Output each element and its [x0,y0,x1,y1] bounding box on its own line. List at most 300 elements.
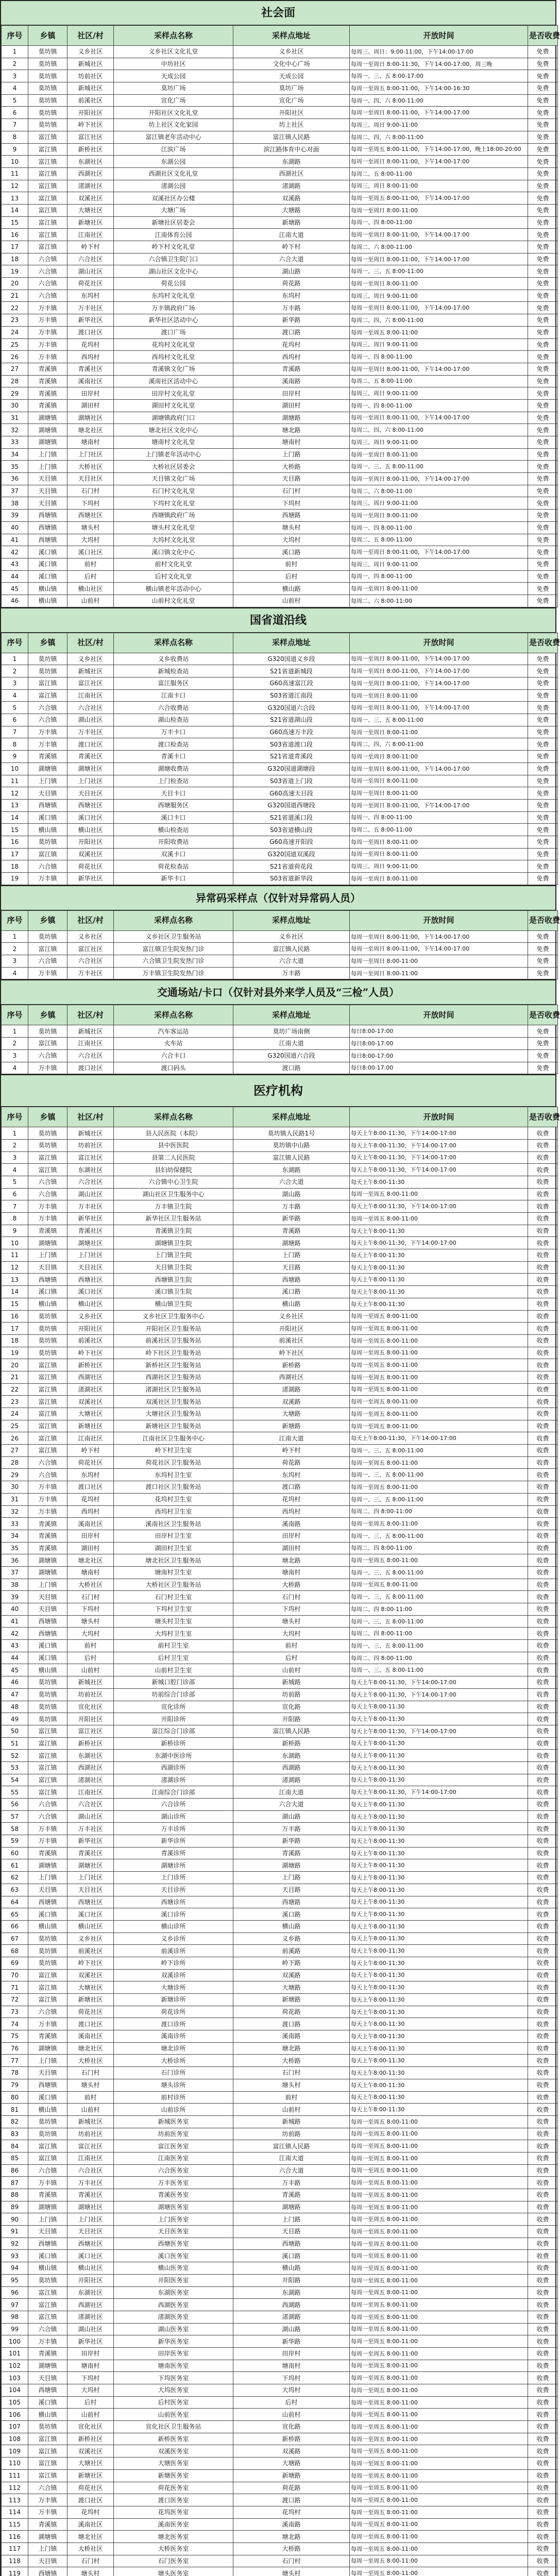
cell-fee: 收费 [528,1701,558,1713]
cell-seq: 104 [2,2384,28,2397]
table-row [2,1176,558,1188]
cell-site-address: 西坞村 [233,351,350,363]
cell-community: 新华社区 [67,314,114,327]
cell-seq: 51 [2,1737,28,1750]
cell-fee: 收费 [528,1505,558,1518]
cell-site-name: 富江综合门诊部 [114,1725,233,1737]
cell-site-address: 大桥路 [233,2543,350,2555]
cell-community: 湖塘社区 [67,2201,114,2213]
cell-site-name: 湖山诊所 [114,1810,233,1823]
cell-seq: 43 [2,558,28,570]
section-transport-station [0,979,560,1074]
cell-town: 富江镇 [28,1725,67,1737]
cell-seq: 89 [2,2201,28,2213]
cell-hours: 每周一至周五 8:00-11:00 [350,2555,528,2567]
cell-fee: 免费 [528,143,558,156]
cell-site-name: 湖山社区文化中心 [114,265,233,278]
cell-seq: 97 [2,2299,28,2311]
cell-community: 湖塘社区 [67,1237,114,1249]
table-row [2,46,558,58]
cell-community: 西坞村 [67,1505,114,1518]
table-row [2,1049,558,1062]
cell-site-name: 县人民医院（本院） [114,1127,233,1140]
cell-site-name: 大坞医务室 [114,2384,233,2397]
cell-fee: 免费 [528,955,558,968]
cell-fee: 收费 [528,2189,558,2201]
cell-fee: 收费 [528,1334,558,1347]
cell-site-address: G320国道六合段 [233,1049,350,1062]
cell-site-name: 富江镇老年活动中心 [114,131,233,143]
table-row [2,204,558,216]
cell-fee: 免费 [528,714,558,726]
cell-seq: 13 [2,1274,28,1286]
cell-site-address: 富江镇人民路 [233,2140,350,2153]
cell-site-address: 新华路 [233,1835,350,1848]
cell-site-address: 万丰路 [233,302,350,314]
cell-site-name: 天目诊所 [114,1884,233,1896]
cell-hours: 每天上午8:00-11:30 [350,2030,528,2043]
cell-site-address: 上门路 [233,1872,350,1884]
table-row [2,119,558,131]
cell-town: 溪口镇 [28,2250,67,2262]
cell-seq: 22 [2,302,28,314]
cell-hours: 每天上午8:00-11:30 [350,1847,528,1859]
table-row [2,436,558,449]
cell-fee: 收费 [528,1359,558,1371]
cell-site-address: 溪口路 [233,2250,350,2262]
cell-site-name: 石门医务室 [114,2555,233,2567]
cell-town: 万丰镇 [28,1505,67,1518]
cell-site-name: 六合医务室 [114,2164,233,2177]
cell-hours: 每周二、四 8:00-11:00 [350,1603,528,1616]
table-row [2,1628,558,1640]
table-row [2,1334,558,1347]
cell-hours: 每周一至周五 8:00-11:00 [350,2152,528,2164]
cell-community: 渚湖社区 [67,180,114,192]
cell-seq: 23 [2,314,28,327]
cell-town: 青溪镇 [28,2518,67,2531]
cell-site-name: 义乡收费站 [114,653,233,665]
cell-hours: 每周三、周日 9:00-11:00 [350,387,528,400]
cell-site-address: 塘北路 [233,2531,350,2543]
cell-community: 青溪社区 [67,1225,114,1237]
cell-site-name: 江滨广场 [114,143,233,156]
cell-site-address: 溪口路 [233,1908,350,1921]
cell-town: 莫坊镇 [28,2128,67,2140]
cell-site-address: 新华路 [233,314,350,327]
cell-community: 横山社区 [67,2262,114,2275]
cell-fee: 收费 [528,2091,558,2104]
cell-hours: 每周一至周五 8:00-11:00 [350,2494,528,2506]
table-row [2,1323,558,1335]
cell-site-name: 前溪诊所 [114,1945,233,1957]
table-row [2,824,558,836]
cell-town: 万丰镇 [28,326,67,338]
cell-hours: 每周一至周五 8:00-11:00 [350,2396,528,2409]
cell-site-address: 江南大道 [233,229,350,241]
cell-hours: 每天上午8:00-11:30，下午14:00-17:00 [350,1688,528,1701]
cell-seq: 19 [2,265,28,278]
table-row [2,2079,558,2091]
cell-site-name: 新城医务室 [114,2115,233,2128]
cell-seq: 23 [2,1396,28,1408]
cell-community: 溪南社区 [67,1518,114,1530]
cell-seq: 35 [2,461,28,473]
cell-town: 西塘镇 [28,2567,67,2576]
cell-community: 荷花社区 [67,278,114,290]
column-header-fee: 是否收费 [528,1107,558,1127]
cell-community: 渚湖社区 [67,2311,114,2323]
cell-community: 东湖社区 [67,1164,114,1176]
column-header-hours: 开放时间 [350,26,528,46]
cell-fee: 免费 [528,119,558,131]
cell-town: 天目镇 [28,1603,67,1616]
cell-hours: 每周一、三、五 8:00-17:00 [350,70,528,82]
cell-seq: 41 [2,534,28,546]
cell-community: 天目社区 [67,473,114,485]
cell-hours: 每周一至周日 8:00-11:00，下午14:00-17:00 [350,653,528,665]
cell-site-name: 开阳诊所 [114,1713,233,1725]
cell-site-name: 江南社区卫生服务中心 [114,1432,233,1445]
cell-seq: 43 [2,1640,28,1652]
cell-town: 六合镇 [28,2323,67,2335]
cell-community: 湖塘社区 [67,1859,114,1872]
table-row [2,1420,558,1432]
cell-site-name: 新桥医务室 [114,2433,233,2445]
cell-site-name: 青溪诊所 [114,1847,233,1859]
section-title: 异常码采样点（仅针对异常码人员） [1,886,555,910]
column-header-site-name: 采样点名称 [114,910,233,930]
table-row [2,1810,558,1823]
table-row [2,930,558,943]
cell-seq: 53 [2,1761,28,1774]
cell-fee: 收费 [528,1676,558,1689]
cell-town: 富江镇 [28,192,67,205]
cell-town: 溪口镇 [28,2091,67,2104]
cell-fee: 免费 [528,1038,558,1050]
cell-hours: 每天上午8:00-11:30 [350,1945,528,1957]
cell-seq: 69 [2,1957,28,1969]
cell-seq: 7 [2,726,28,738]
table-row [2,1896,558,1908]
cell-community: 溪南社区 [67,375,114,387]
table-row [2,534,558,546]
cell-seq: 34 [2,448,28,461]
cell-seq: 20 [2,1359,28,1371]
cell-seq: 2 [2,58,28,70]
cell-town: 富江镇 [28,1981,67,1994]
cell-town: 莫坊镇 [28,1945,67,1957]
cell-town: 莫坊镇 [28,1323,67,1335]
table-row [2,1652,558,1664]
cell-community: 义乡社区 [67,1310,114,1323]
cell-site-name: 新华医务室 [114,2335,233,2348]
cell-site-address: 坊前路 [233,2128,350,2140]
table-row [2,1151,558,1164]
cell-fee: 免费 [528,775,558,787]
cell-fee: 收费 [528,2299,558,2311]
cell-seq: 46 [2,1676,28,1689]
cell-fee: 收费 [528,2250,558,2262]
cell-fee: 收费 [528,1481,558,1494]
cell-site-address: 新塘路 [233,1994,350,2006]
cell-seq: 42 [2,546,28,558]
cell-fee: 收费 [528,2140,558,2153]
cell-fee: 收费 [528,1518,558,1530]
table-row [2,2274,558,2286]
cell-hours: 每周一至周日 8:00-11:00，下午14:00-17:00 [350,412,528,424]
cell-fee: 收费 [528,1628,558,1640]
cell-town: 湖塘镇 [28,1554,67,1567]
cell-seq: 15 [2,824,28,836]
cell-community: 横山社区 [67,824,114,836]
table-row [2,278,558,290]
cell-site-name: 县第二人民医院 [114,1151,233,1164]
column-header-hours: 开放时间 [350,1107,528,1127]
cell-community: 湖山社区 [67,2323,114,2335]
cell-town: 青溪镇 [28,2347,67,2360]
cell-hours: 每周一至周五 8:00-11:00 [350,2421,528,2433]
table-row [2,2091,558,2104]
cell-fee: 收费 [528,1456,558,1469]
cell-community: 开阳社区 [67,1713,114,1725]
cell-community: 富江社区 [67,1151,114,1164]
cell-hours: 每天上午8:00-11:30，下午14:00-17:00 [350,1676,528,1689]
cell-site-address: 江南大道 [233,2152,350,2164]
cell-fee: 收费 [528,2421,558,2433]
cell-town: 西塘镇 [28,534,67,546]
cell-seq: 93 [2,2250,28,2262]
cell-hours: 每周一、三、五 8:00-11:00 [350,1640,528,1652]
cell-site-address: G320国道湖塘段 [233,762,350,775]
cell-town: 六合镇 [28,1810,67,1823]
cell-hours: 每周二、四、六 8:00-11:00 [350,131,528,143]
cell-site-address: 塘北路 [233,424,350,436]
cell-site-name: 田岸医务室 [114,2347,233,2360]
cell-hours: 每周一至周五 8:00-11:00 [350,2323,528,2335]
cell-site-name: 东湖公园 [114,156,233,168]
cell-seq: 26 [2,1432,28,1445]
cell-site-address: 江南大道 [233,1038,350,1050]
table-row [2,2384,558,2397]
cell-community: 渡口社区 [67,326,114,338]
cell-seq: 16 [2,836,28,848]
column-header-site-name: 采样点名称 [114,1005,233,1025]
cell-hours: 每周二、五 8:00-11:00 [350,534,528,546]
cell-town: 富江镇 [28,180,67,192]
cell-site-address: S21省道荷花段 [233,860,350,873]
cell-site-address: 湖田村 [233,1542,350,1554]
cell-site-name: 西湖医务室 [114,2299,233,2311]
cell-site-address: S21省道新城段 [233,665,350,677]
table-row [2,2140,558,2153]
cell-seq: 109 [2,2445,28,2458]
cell-site-address: 大坞村 [233,2384,350,2397]
cell-seq: 73 [2,2006,28,2018]
cell-site-name: 渡口医务室 [114,2494,233,2506]
cell-seq: 116 [2,2531,28,2543]
cell-hours: 每周一至周五 8:00-11:00 [350,2347,528,2360]
cell-fee: 收费 [528,1445,558,1457]
table-row [2,1038,558,1050]
cell-fee: 免费 [528,461,558,473]
table-row [2,570,558,583]
cell-community: 西坞村 [67,351,114,363]
table-row [2,2286,558,2299]
cell-fee: 收费 [528,2286,558,2299]
cell-site-name: 坊上社区文化家园 [114,119,233,131]
cell-community: 塘北社区 [67,1554,114,1567]
cell-town: 富江镇 [28,156,67,168]
cell-fee: 收费 [528,1799,558,1811]
cell-fee: 免费 [528,534,558,546]
cell-site-address: 青溪路 [233,1225,350,1237]
cell-site-name: 岭下村卫生室 [114,1445,233,1457]
cell-fee: 免费 [528,762,558,775]
table-row [2,1481,558,1494]
cell-town: 富江镇 [28,143,67,156]
cell-town: 上门镇 [28,448,67,461]
table-row [2,955,558,968]
table-row [2,70,558,82]
section-abnormal-code [0,885,560,980]
cell-seq: 96 [2,2286,28,2299]
cell-seq: 66 [2,1920,28,1933]
cell-site-address: G320国道义乡段 [233,653,350,665]
column-header-site-address: 采样点地址 [233,1107,350,1127]
cell-fee: 收费 [528,1713,558,1725]
cell-site-name: 六合镇卫生院发热门诊 [114,955,233,968]
table-row [2,689,558,702]
cell-hours: 每日8:00-17:00 [350,1049,528,1062]
cell-seq: 5 [2,1176,28,1188]
cell-hours: 每天上午8:00-11:30 [350,1701,528,1713]
cell-town: 富江镇 [28,229,67,241]
cell-community: 溪南社区 [67,2030,114,2043]
cell-fee: 收费 [528,1640,558,1652]
cell-site-name: 开阳社区卫生服务站 [114,1323,233,1335]
cell-seq: 29 [2,387,28,400]
table-row [2,1664,558,1676]
cell-fee: 收费 [528,1957,558,1969]
cell-town: 富江镇 [28,1445,67,1457]
cell-seq: 103 [2,2372,28,2384]
cell-hours: 每周一至周日 8:00-11:00 [350,278,528,290]
cell-site-address: 荷花路 [233,2482,350,2494]
cell-fee: 收费 [528,1408,558,1420]
cell-community: 山前村 [67,2104,114,2116]
cell-town: 天目镇 [28,497,67,510]
cell-site-address: S03省道江南段 [233,689,350,702]
cell-site-name: 天目医务室 [114,2226,233,2238]
cell-fee: 免费 [528,412,558,424]
cell-site-name: 渚湖诊所 [114,1774,233,1786]
cell-site-name: 青溪医务室 [114,2189,233,2201]
cell-hours: 每天上午8:00-11:30 [350,1823,528,1835]
table-row [2,1737,558,1750]
table-row [2,848,558,860]
cell-community: 西湖社区 [67,1761,114,1774]
cell-town: 富江镇 [28,167,67,180]
cell-seq: 34 [2,1530,28,1542]
cell-community: 新桥社区 [67,1737,114,1750]
cell-site-name: 田岸村卫生室 [114,1530,233,1542]
cell-hours: 每天上午8:00-11:30 [350,2055,528,2067]
cell-seq: 31 [2,1493,28,1505]
table-row [2,2543,558,2555]
cell-site-address: 新塘路 [233,216,350,229]
cell-site-name: 溪南社区活动中心 [114,375,233,387]
cell-town: 青溪镇 [28,387,67,400]
cell-fee: 免费 [528,375,558,387]
cell-site-name: 塘头医务室 [114,2567,233,2576]
cell-site-name: 溪口医务室 [114,2250,233,2262]
table-row [2,583,558,595]
cell-seq: 9 [2,1225,28,1237]
cell-community: 义乡社区 [67,930,114,943]
cell-community: 宣化社区 [67,2421,114,2433]
cell-town: 万丰镇 [28,1062,67,1074]
cell-seq: 117 [2,2543,28,2555]
table-row [2,836,558,848]
cell-seq: 44 [2,1652,28,1664]
cell-site-address: 塘南村 [233,1566,350,1579]
cell-site-name: 江南卡口 [114,689,233,702]
cell-town: 西塘镇 [28,1274,67,1286]
cell-site-address: 山前村 [233,2104,350,2116]
cell-community: 开阳社区 [67,107,114,119]
cell-fee: 免费 [528,473,558,485]
cell-fee: 收费 [528,2226,558,2238]
cell-seq: 71 [2,1981,28,1994]
cell-community: 双溪社区 [67,848,114,860]
cell-site-name: 义乡社区卫生服务中心 [114,1310,233,1323]
cell-community: 双溪社区 [67,192,114,205]
cell-fee: 免费 [528,167,558,180]
cell-town: 富江镇 [28,2445,67,2458]
cell-fee: 收费 [528,2372,558,2384]
cell-site-name: 湖田村卫生室 [114,1542,233,1554]
cell-site-name: 西湖社区文化礼堂 [114,167,233,180]
cell-fee: 收费 [528,1761,558,1774]
cell-hours: 每周二、五 8:00-11:00 [350,824,528,836]
cell-town: 六合镇 [28,860,67,873]
cell-site-name: 青溪镇卫生院 [114,1225,233,1237]
cell-site-address: 坊前路 [233,1688,350,1701]
cell-town: 天目镇 [28,1591,67,1603]
cell-town: 天目镇 [28,2372,67,2384]
cell-town: 万丰镇 [28,1213,67,1225]
table-row [2,412,558,424]
cell-seq: 4 [2,1062,28,1074]
cell-fee: 免费 [528,751,558,763]
table-row [2,1310,558,1323]
cell-community: 新华社区 [67,2335,114,2348]
cell-town: 西塘镇 [28,799,67,811]
table-row [2,229,558,241]
cell-seq: 56 [2,1799,28,1811]
cell-hours: 每周一至周五 8:00-11:00 [350,2531,528,2543]
cell-hours: 每周一至周五 8:00-11:00 [350,2469,528,2482]
cell-community: 后村 [67,570,114,583]
cell-fee: 免费 [528,204,558,216]
cell-fee: 免费 [528,726,558,738]
table-row [2,1884,558,1896]
cell-seq: 12 [2,180,28,192]
cell-site-address: 新塘路 [233,2469,350,2482]
cell-hours: 每周一至周五 8:00-11:00 [350,1456,528,1469]
cell-site-name: 塘头诊所 [114,2079,233,2091]
